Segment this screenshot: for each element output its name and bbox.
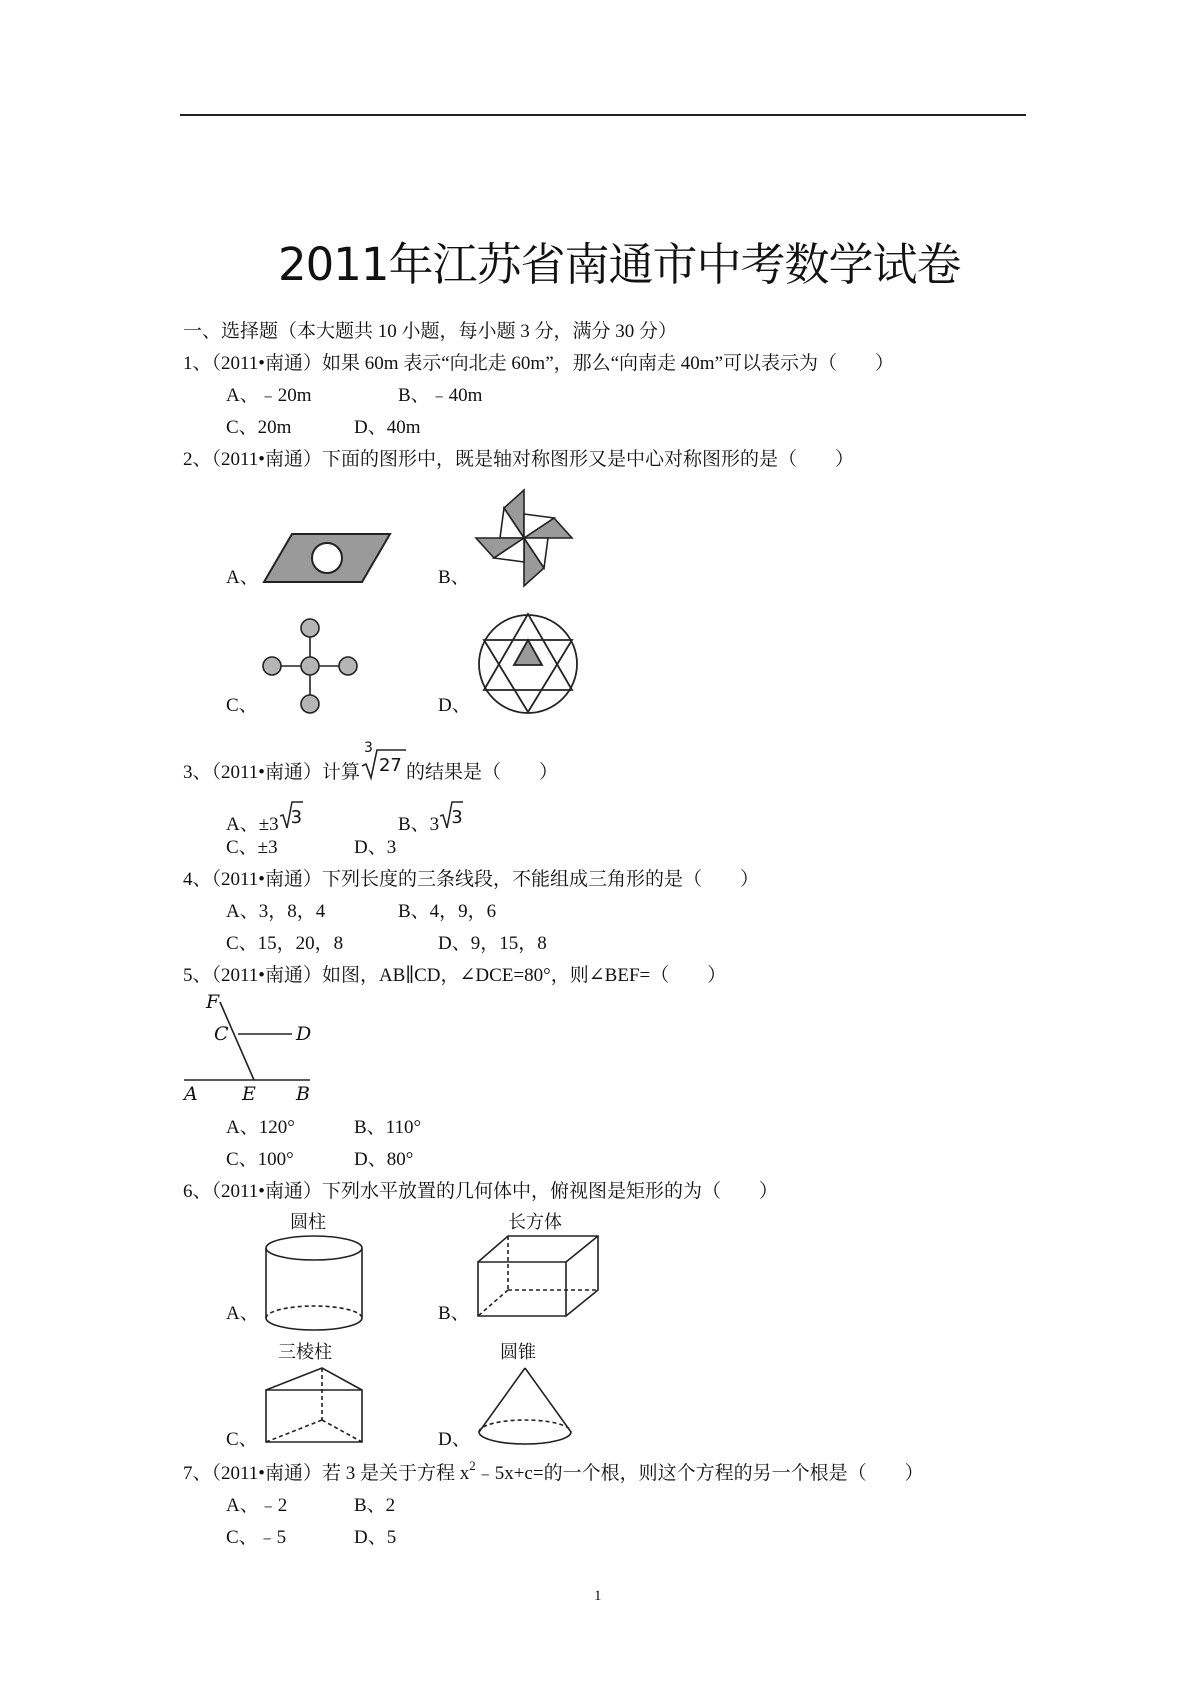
- cone-label: 圆锥: [500, 1342, 536, 1363]
- q2-option-d[interactable]: D、: [438, 695, 471, 716]
- q2-option-a[interactable]: A、: [226, 567, 259, 588]
- cylinder-figure: [262, 1234, 368, 1334]
- label-b: B: [296, 1083, 310, 1105]
- radicand-a: 3: [290, 807, 303, 828]
- parallel-lines-figure: [182, 990, 332, 1105]
- root-index: 3: [363, 740, 373, 756]
- cross-circles-figure: [260, 616, 360, 716]
- q1-option-b[interactable]: B、﹣40m: [398, 385, 483, 406]
- q3-option-b-text: B、3: [398, 814, 440, 835]
- q7-stem: [183, 1458, 924, 1487]
- q7-option-a[interactable]: A、﹣2: [226, 1495, 288, 1516]
- q7-option-d[interactable]: D、5: [354, 1527, 397, 1548]
- label-d: D: [296, 1023, 312, 1045]
- sqrt-expression-b: [439, 806, 463, 830]
- cone-figure: [476, 1366, 574, 1448]
- pinwheel-figure: [474, 488, 574, 588]
- q3-option-c[interactable]: C、±3: [226, 837, 278, 858]
- label-a: A: [184, 1083, 198, 1105]
- q4-stem: 4、（2011•南通）下列长度的三条线段，不能组成三角形的是（ ）: [183, 869, 759, 890]
- q3-option-a-text: A、±3: [226, 814, 279, 835]
- parallelogram-with-hole-figure: [262, 530, 392, 586]
- label-f: F: [206, 991, 220, 1013]
- q1-option-c[interactable]: C、20m: [226, 417, 292, 438]
- q6-stem: 6、（2011•南通）下列水平放置的几何体中，俯视图是矩形的为（ ）: [183, 1181, 778, 1202]
- q4-option-c[interactable]: C、15，20，8: [226, 933, 344, 954]
- radicand: 27: [378, 755, 402, 776]
- q6-option-b[interactable]: B、: [438, 1303, 470, 1324]
- q1-stem: 1、（2011•南通）如果 60m 表示“向北走 60m”，那么“向南走 40m”可以表示为（ ）: [183, 353, 895, 374]
- cube-root-expression: [360, 740, 406, 778]
- q3-stem-suffix: 的结果是（ ）: [405, 762, 558, 783]
- cuboid-figure: [474, 1232, 604, 1320]
- cylinder-label: 圆柱: [290, 1212, 326, 1233]
- q4-option-d[interactable]: D、9，15，8: [438, 933, 547, 954]
- q2-stem: 2、（2011•南通）下面的图形中，既是轴对称图形又是中心对称图形的是（ ）: [183, 449, 854, 470]
- q2-option-c[interactable]: C、: [226, 695, 258, 716]
- q3-option-a[interactable]: [226, 806, 303, 837]
- q3-stem: [183, 740, 558, 785]
- triangular-prism-figure: [262, 1364, 366, 1446]
- q4-option-a[interactable]: A、3，8，4: [226, 901, 326, 922]
- q7-exponent: 2: [469, 1458, 476, 1473]
- q7-option-c[interactable]: C、﹣5: [226, 1527, 287, 1548]
- section-heading: 一、选择题（本大题共 10 小题，每小题 3 分，满分 30 分）: [183, 321, 678, 342]
- q5-stem: 5、（2011•南通）如图，AB∥CD，∠DCE=80°，则∠BEF=（ ）: [183, 965, 727, 986]
- q1-option-a[interactable]: A、﹣20m: [226, 385, 312, 406]
- q7-option-b[interactable]: B、2: [354, 1495, 396, 1516]
- sqrt-expression-a: [279, 806, 303, 830]
- radicand-b: 3: [451, 807, 463, 828]
- q2-option-b[interactable]: B、: [438, 567, 470, 588]
- q6-option-d[interactable]: D、: [438, 1429, 471, 1450]
- q4-option-b[interactable]: B、4，9，6: [398, 901, 497, 922]
- q6-option-a[interactable]: A、: [226, 1303, 259, 1324]
- cuboid-label: 长方体: [508, 1212, 562, 1233]
- circle-triangles-figure: [476, 612, 580, 716]
- q3-option-b[interactable]: [398, 806, 463, 837]
- q7-stem-suffix: ﹣5x+c=的一个根，则这个方程的另一个根是（ ）: [475, 1463, 924, 1484]
- q7-stem-prefix: 7、（2011•南通）若 3 是关于方程 x: [183, 1463, 470, 1484]
- exam-title: 2011年江苏省南通市中考数学试卷: [278, 238, 961, 291]
- page-number: 1: [594, 1588, 602, 1604]
- q1-option-d[interactable]: D、40m: [354, 417, 421, 438]
- label-c: C: [214, 1023, 229, 1045]
- q5-option-d[interactable]: D、80°: [354, 1149, 414, 1170]
- q5-option-a[interactable]: A、120°: [226, 1117, 295, 1138]
- q3-option-d[interactable]: D、3: [354, 837, 397, 858]
- prism-label: 三棱柱: [278, 1342, 332, 1363]
- q3-stem-prefix: 3、（2011•南通）计算: [183, 762, 360, 783]
- label-e: E: [242, 1083, 256, 1105]
- q5-option-c[interactable]: C、100°: [226, 1149, 294, 1170]
- q5-option-b[interactable]: B、110°: [354, 1117, 422, 1138]
- header-rule: [180, 114, 1026, 116]
- q6-option-c[interactable]: C、: [226, 1429, 258, 1450]
